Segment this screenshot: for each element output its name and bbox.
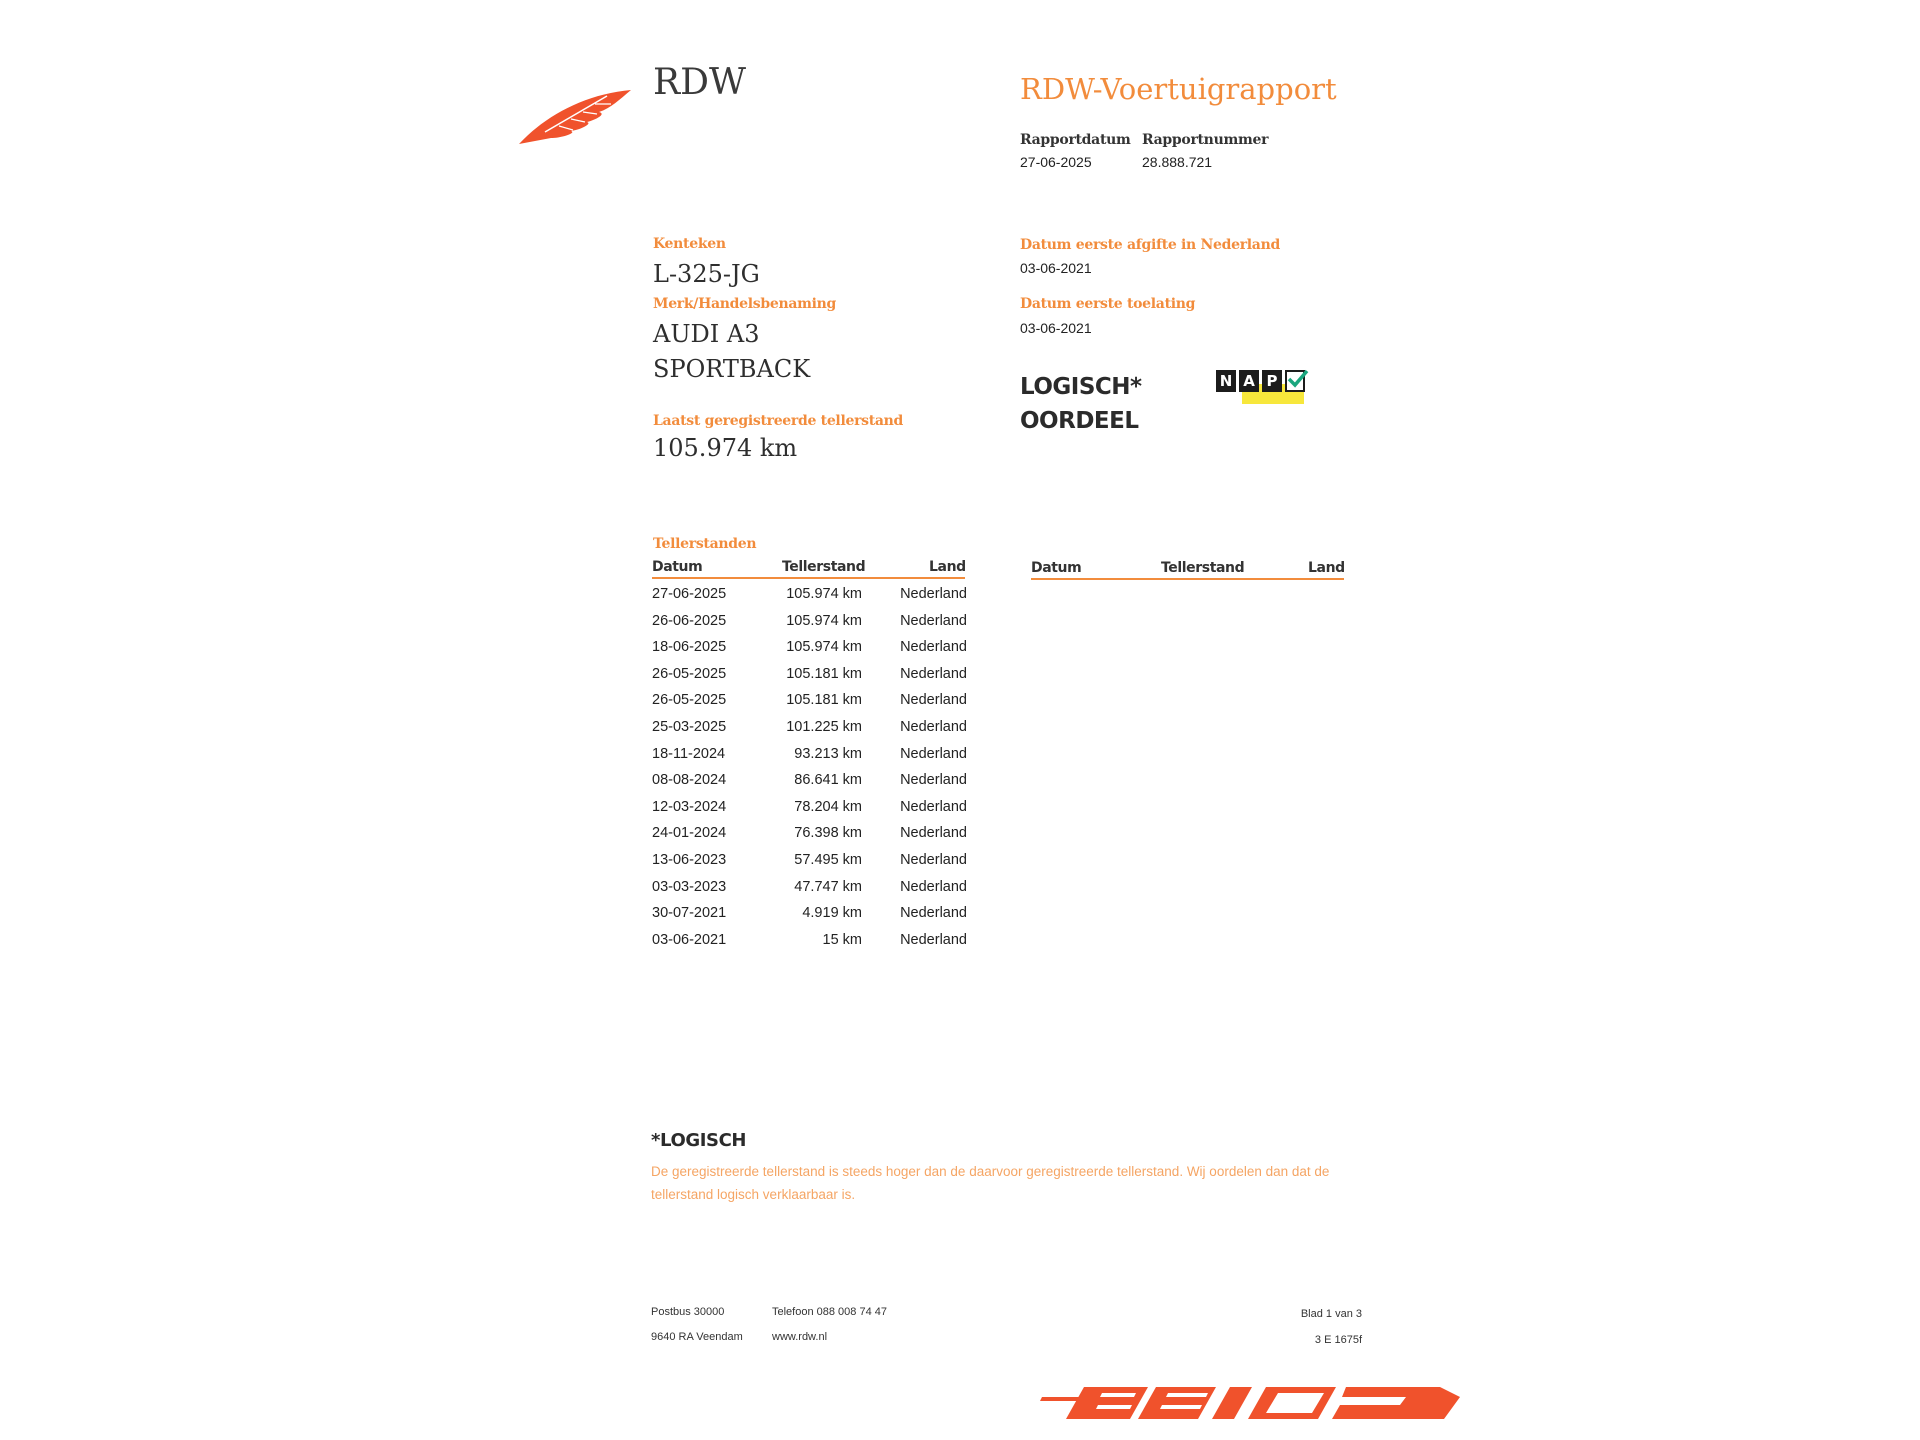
odometer-value: 105.974 km	[653, 434, 798, 462]
nap-badge	[1216, 370, 1308, 404]
nap-check-icon	[1285, 370, 1305, 392]
report-date: 27-06-2025	[1020, 154, 1092, 170]
row-land: Nederland	[900, 931, 967, 948]
row-odometer: 93.213 km	[794, 745, 862, 762]
make-label: Merk/Handelsbenaming	[653, 296, 837, 312]
footnote-text: De geregistreerde tellerstand is steeds hoger dan de daarvoor geregistreerde tellerstand. Wij oordelen dan dat de tellerstand logisch verklaarbaar is.	[651, 1164, 1330, 1202]
plate-value: L-325-JG	[653, 260, 760, 288]
row-date: 26-05-2025	[652, 692, 727, 709]
table-header-rule-2	[1031, 578, 1344, 580]
report-number: 28.888.721	[1142, 154, 1213, 170]
row-land: Nederland	[900, 586, 967, 602]
col-header-date: Datum	[652, 559, 703, 575]
table-row	[652, 799, 967, 825]
col-header-odometer: Tellerstand	[782, 559, 866, 575]
col-header-odometer-2: Tellerstand	[1161, 560, 1245, 576]
plate-label: Kenteken	[653, 236, 726, 252]
row-land: Nederland	[900, 825, 967, 842]
row-date: 03-06-2021	[652, 931, 727, 948]
table-row	[652, 879, 967, 905]
table-row	[652, 719, 967, 745]
footer-address-2: 9640 RA Veendam	[651, 1331, 743, 1343]
table-row	[652, 639, 967, 665]
first-admission-label: Datum eerste toelating	[1020, 296, 1196, 312]
row-land: Nederland	[900, 719, 967, 735]
row-land: Nederland	[900, 772, 967, 789]
table-row	[652, 613, 967, 639]
table-row	[652, 586, 967, 612]
table-row	[652, 746, 967, 772]
table-row	[652, 932, 967, 958]
row-land: Nederland	[900, 878, 967, 895]
footer-code: 3 E 1675f	[1314, 1334, 1362, 1346]
first-issue-nl-label: Datum eerste afgifte in Nederland	[1020, 237, 1280, 253]
first-admission-value: 03-06-2021	[1020, 320, 1092, 336]
report-date-label: Rapportdatum	[1020, 132, 1131, 148]
row-land: Nederland	[900, 692, 967, 709]
table-header-rule	[652, 577, 965, 579]
row-date: 13-06-2023	[652, 852, 727, 868]
row-land: Nederland	[900, 745, 967, 762]
table-row	[652, 772, 967, 798]
row-odometer: 86.641 km	[794, 772, 862, 789]
row-land: Nederland	[900, 612, 967, 629]
table-row	[652, 825, 967, 851]
nap-letter-a: A	[1239, 370, 1259, 392]
row-odometer: 57.495 km	[794, 852, 862, 868]
row-odometer: 47.747 km	[794, 878, 862, 895]
verdict-line2: OORDEEL	[1020, 408, 1139, 434]
verdict-line1: LOGISCH*	[1020, 374, 1142, 400]
rdw-stripes-decoration	[1040, 1383, 1460, 1423]
row-odometer: 76.398 km	[794, 825, 862, 842]
footer-address-1: Postbus 30000	[651, 1306, 725, 1318]
row-odometer: 4.919 km	[802, 905, 862, 922]
table-row	[652, 692, 967, 718]
row-odometer: 101.225 km	[786, 719, 862, 735]
col-header-date-2: Datum	[1031, 560, 1082, 576]
row-date: 24-01-2024	[652, 825, 727, 842]
row-date: 25-03-2025	[652, 719, 727, 735]
footer-web[interactable]: www.rdw.nl	[772, 1331, 828, 1343]
col-header-land: Land	[929, 559, 966, 575]
row-date: 30-07-2021	[652, 905, 727, 922]
row-date: 08-08-2024	[652, 772, 727, 789]
nap-letter-p: P	[1262, 370, 1282, 392]
row-odometer: 105.974 km	[786, 586, 862, 602]
col-header-land-2: Land	[1308, 560, 1345, 576]
row-odometer: 78.204 km	[794, 798, 862, 815]
table-row	[652, 852, 967, 878]
footnote-title	[651, 1130, 746, 1151]
footnote-title-text: LOGISCH	[660, 1130, 747, 1151]
row-date: 03-03-2023	[652, 878, 727, 895]
row-date: 26-06-2025	[652, 612, 727, 629]
row-land: Nederland	[900, 852, 967, 868]
footnote-star: *	[651, 1130, 661, 1151]
rdw-logo-icon	[515, 86, 635, 150]
make-line2: SPORTBACK	[653, 355, 811, 383]
row-odometer: 105.181 km	[786, 692, 862, 709]
row-odometer: 105.181 km	[786, 665, 862, 682]
row-land: Nederland	[900, 665, 967, 682]
brand-name: RDW	[653, 62, 746, 103]
row-odometer: 105.974 km	[786, 612, 862, 629]
table-row	[652, 905, 967, 931]
row-date: 12-03-2024	[652, 798, 727, 815]
row-odometer: 15 km	[822, 931, 862, 948]
report-number-label: Rapportnummer	[1142, 132, 1269, 148]
row-land: Nederland	[900, 798, 967, 815]
readings-title: Tellerstanden	[653, 536, 757, 552]
footer-phone: Telefoon 088 008 74 47	[772, 1306, 887, 1318]
row-date: 18-11-2024	[652, 745, 726, 762]
row-land: Nederland	[900, 905, 967, 922]
odometer-label: Laatst geregistreerde tellerstand	[653, 413, 904, 429]
row-land: Nederland	[900, 639, 967, 656]
footer-page: Blad 1 van 3	[1300, 1308, 1362, 1320]
row-odometer: 105.974 km	[786, 639, 862, 656]
row-date: 27-06-2025	[652, 586, 727, 602]
row-date: 26-05-2025	[652, 665, 727, 682]
table-row	[652, 666, 967, 692]
first-issue-nl-value: 03-06-2021	[1020, 260, 1092, 276]
make-line1: AUDI A3	[653, 320, 760, 348]
report-title: RDW-Voertuigrapport	[1020, 72, 1337, 106]
row-date: 18-06-2025	[652, 639, 727, 656]
nap-letter-n: N	[1216, 370, 1236, 392]
